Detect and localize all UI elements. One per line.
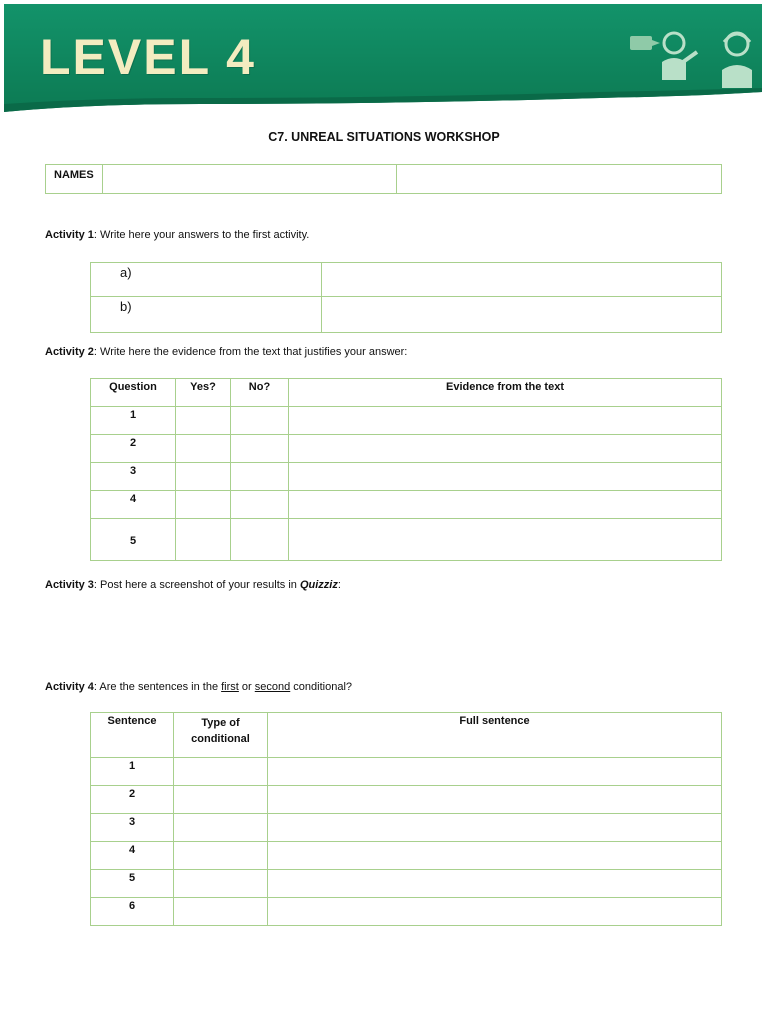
table-row (91, 898, 722, 926)
answer-a-field[interactable] (322, 263, 722, 297)
type-cell[interactable] (174, 758, 268, 786)
question-number: 2 (91, 435, 176, 463)
level-title: LEVEL 4 (40, 29, 256, 85)
evidence-cell[interactable] (289, 435, 722, 463)
column-header-full-sentence: Full sentence (268, 713, 722, 758)
full-sentence-cell[interactable] (268, 814, 722, 842)
sentence-number: 6 (91, 898, 174, 926)
quizziz-text: Quizziz (299, 579, 338, 591)
activity-1-instruction (45, 229, 309, 241)
column-header-sentence: Sentence (91, 713, 174, 758)
yes-cell[interactable] (176, 519, 231, 561)
answer-b-field[interactable] (322, 297, 722, 333)
first-conditional-text: first (221, 681, 239, 693)
second-conditional-text: second (254, 681, 291, 693)
table-row (91, 407, 722, 435)
full-sentence-cell[interactable] (268, 786, 722, 814)
activity-3-label: Activity 3 (45, 579, 94, 591)
names-label: NAMES (46, 165, 103, 194)
type-cell[interactable] (174, 870, 268, 898)
yes-cell[interactable] (176, 435, 231, 463)
full-sentence-cell[interactable] (268, 898, 722, 926)
activity-4-text-end: conditional? (290, 681, 353, 693)
full-sentence-cell[interactable] (268, 758, 722, 786)
table-row (91, 519, 722, 561)
column-header-question: Question (91, 379, 176, 407)
column-header-yes: Yes? (176, 379, 231, 407)
evidence-cell[interactable] (289, 519, 722, 561)
no-cell[interactable] (231, 435, 289, 463)
activity-4-table (90, 712, 722, 926)
screenshot-area[interactable] (45, 598, 722, 670)
type-cell[interactable] (174, 814, 268, 842)
sentence-number: 3 (91, 814, 174, 842)
answer-b-label: b) (91, 297, 322, 333)
question-number: 4 (91, 491, 176, 519)
table-row (91, 786, 722, 814)
sentence-number: 4 (91, 842, 174, 870)
type-cell[interactable] (174, 898, 268, 926)
table-row (91, 758, 722, 786)
activity-4-label: Activity 4 (45, 681, 94, 693)
activity-4-text: : Are the sentences in the (93, 681, 222, 693)
activity-2-table (90, 378, 722, 561)
table-row (91, 435, 722, 463)
yes-cell[interactable] (176, 491, 231, 519)
evidence-cell[interactable] (289, 407, 722, 435)
activity-2-instruction (45, 346, 407, 358)
sentence-number: 5 (91, 870, 174, 898)
table-row (91, 491, 722, 519)
no-cell[interactable] (231, 407, 289, 435)
activity-3-instruction (45, 579, 341, 591)
sentence-number: 1 (91, 758, 174, 786)
activity-1-label: Activity 1 (45, 229, 94, 241)
type-cell[interactable] (174, 786, 268, 814)
activity-2-label: Activity 2 (45, 346, 94, 358)
answer-a-label: a) (91, 263, 322, 297)
yes-cell[interactable] (176, 463, 231, 491)
column-header-evidence: Evidence from the text (289, 379, 722, 407)
activity-2-text: : Write here the evidence from the text that justifies your answer: (93, 346, 408, 358)
full-sentence-cell[interactable] (268, 870, 722, 898)
no-cell[interactable] (231, 519, 289, 561)
evidence-cell[interactable] (289, 463, 722, 491)
column-header-no: No? (231, 379, 289, 407)
names-table (45, 164, 722, 194)
no-cell[interactable] (231, 463, 289, 491)
yes-cell[interactable] (176, 407, 231, 435)
activity-3-text: : Post here a screenshot of your results in (93, 579, 300, 591)
type-cell[interactable] (174, 842, 268, 870)
table-row (91, 842, 722, 870)
full-sentence-cell[interactable] (268, 842, 722, 870)
activity-1-table (90, 262, 722, 333)
activity-4-text-or: or (238, 681, 255, 693)
question-number: 3 (91, 463, 176, 491)
name-field-2[interactable] (397, 165, 722, 194)
page-title: C7. UNREAL SITUATIONS WORKSHOP (268, 130, 500, 144)
question-number: 1 (91, 407, 176, 435)
activity-1-text: : Write here your answers to the first activity. (93, 229, 310, 241)
column-header-type: Type of conditional (174, 713, 268, 758)
table-row (91, 463, 722, 491)
no-cell[interactable] (231, 491, 289, 519)
activity-3-text-end: : (337, 579, 341, 591)
sentence-number: 2 (91, 786, 174, 814)
activity-4-instruction (45, 681, 352, 693)
evidence-cell[interactable] (289, 491, 722, 519)
table-row (91, 870, 722, 898)
name-field-1[interactable] (103, 165, 397, 194)
table-row (91, 814, 722, 842)
question-number: 5 (91, 519, 176, 561)
